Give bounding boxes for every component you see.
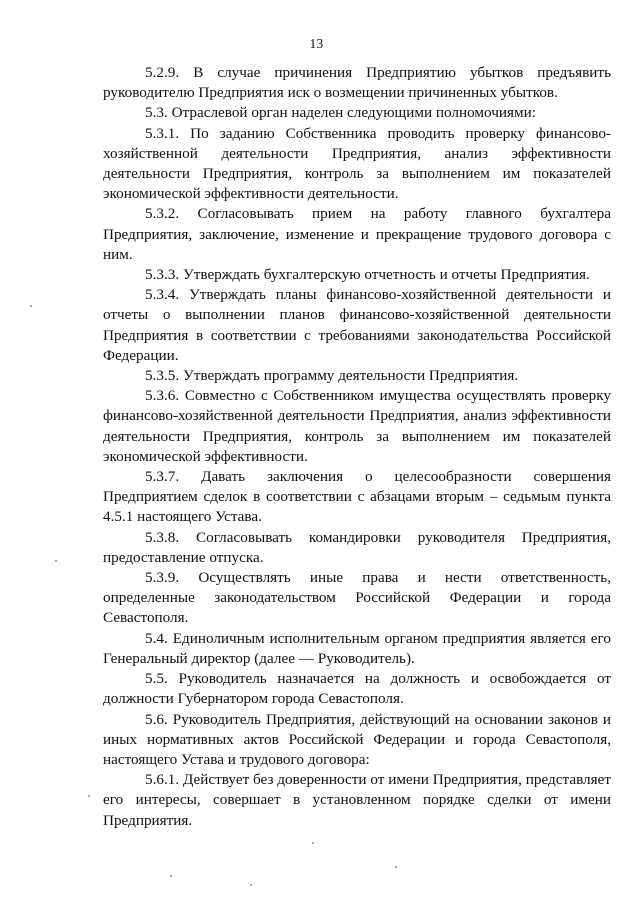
scan-speck: [312, 842, 314, 844]
paragraph-5-3: 5.3. Отраслевой орган наделен следующими полномочиями:: [145, 104, 536, 122]
scan-speck: [395, 866, 397, 868]
paragraph-5-6: 5.6. Руководитель Предприятия, действующий на основании законов и иных нормативных актов Российской Федерации и города Севастополя, настоящего Устава и трудового договора:: [103, 710, 611, 768]
paragraph-5-3-1: 5.3.1. По заданию Собственника проводить проверку финансово-хозяйственной деятельности Предприятия, анализ эффективности деятельности Предприятия, контроль за выполнением им показателей экономической эффективности деятельности.: [103, 124, 611, 203]
paragraph-5-3-2: 5.3.2. Согласовывать прием на работу главного бухгалтера Предприятия, заключение, изменение и прекращение трудового договора с ним.: [103, 205, 611, 263]
paragraph-5-3-9: 5.3.9. Осуществлять иные права и нести ответственность, определенные законодательством Российской Федерации и города Севастополя.: [103, 569, 611, 627]
scan-speck: [88, 795, 90, 797]
paragraph-5-3-6: 5.3.6. Совместно с Собственником имущества осуществлять проверку финансово-хозяйственной деятельности Предприятия, анализ эффективности деятельности Предприятия, контроль за выполнением им показателей экономической эффективности.: [103, 387, 611, 465]
paragraph-5-3-4: 5.3.4. Утверждать планы финансово-хозяйственной деятельности и отчеты о выполнении планов финансово-хозяйственной деятельности Предприятия в соответствии с требованиями законодательства Российской Федерации.: [103, 286, 611, 364]
scan-speck: [250, 884, 252, 886]
scan-speck: [170, 875, 172, 877]
paragraph-5-2-9: 5.2.9. В случае причинения Предприятию убытков предъявить руководителю Предприятия иск о возмещении причиненных убытков.: [103, 64, 611, 102]
page-number: 13: [309, 36, 324, 51]
scan-speck: [30, 305, 32, 307]
paragraph-5-6-1: 5.6.1. Действует без доверенности от имени Предприятия, представляет его интересы, совершает в установленном порядке сделки от имени Предприятия.: [103, 771, 611, 829]
document-body: [103, 63, 611, 831]
paragraph-5-3-3: 5.3.3. Утверждать бухгалтерскую отчетность и отчеты Предприятия.: [145, 266, 590, 284]
paragraph-5-5: 5.5. Руководитель назначается на должность и освобождается от должности Губернатором города Севастополя.: [103, 670, 611, 708]
paragraph-5-3-5: 5.3.5. Утверждать программу деятельности Предприятия.: [145, 367, 519, 385]
paragraph-5-3-8: 5.3.8. Согласовывать командировки руководителя Предприятия, предоставление отпуска.: [103, 528, 611, 566]
scan-speck: [55, 560, 57, 562]
paragraph-5-4: 5.4. Единоличным исполнительным органом предприятия является его Генеральный директор (далее — Руководитель).: [103, 629, 611, 667]
paragraph-5-3-7: 5.3.7. Давать заключения о целесообразности совершения Предприятием сделок в соответствии с абзацами вторым – седьмым пункта 4.5.1 настоящего Устава.: [103, 468, 611, 526]
